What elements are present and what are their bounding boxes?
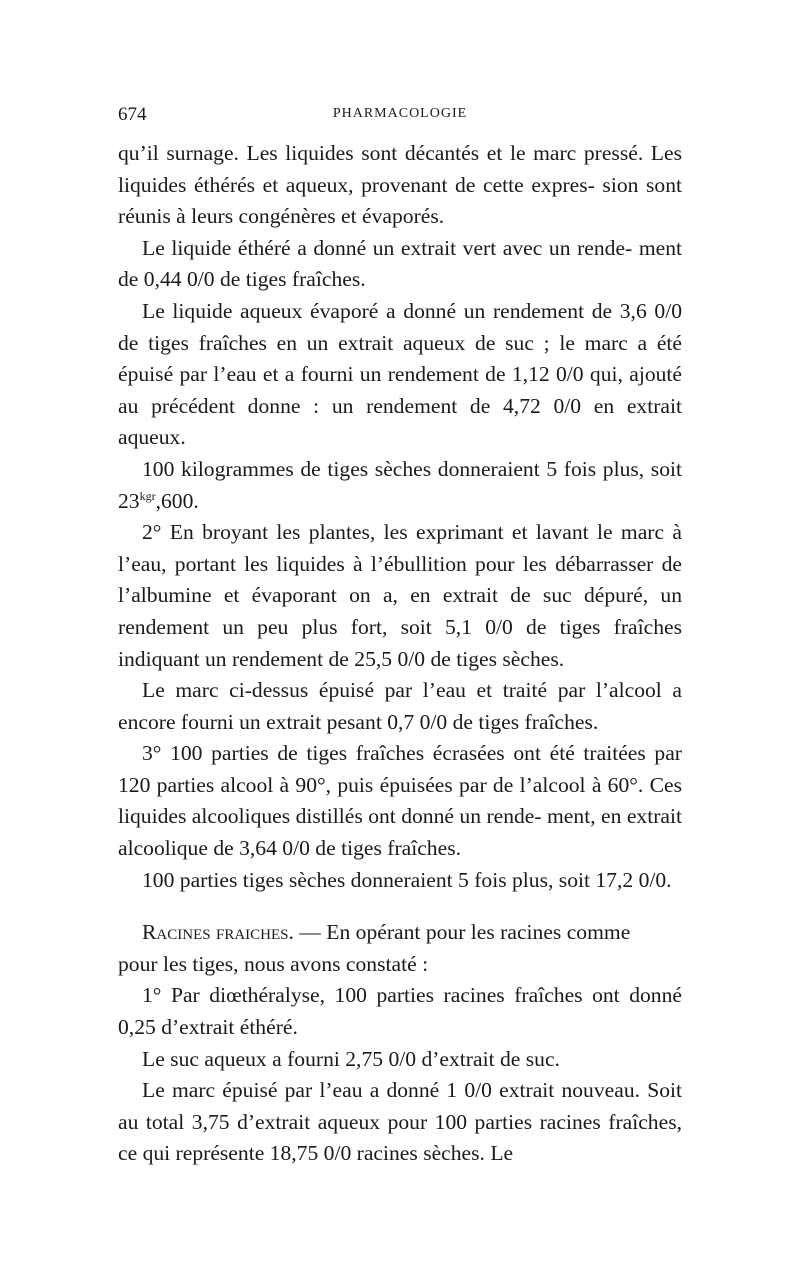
page-header — [118, 104, 682, 132]
page-number: 674 — [118, 104, 147, 125]
section-racines-fraiches — [118, 917, 682, 949]
page-body — [118, 138, 682, 1170]
book-page — [118, 104, 682, 1170]
paragraph-kilogrammes — [118, 454, 682, 517]
kilo-text-before: 100 kilogrammes de tiges sèches donneraient 5 fois plus, soit 23 — [118, 456, 682, 513]
kilo-superscript: kgr — [139, 488, 156, 503]
paragraph: pour les tiges, nous avons constaté : — [118, 951, 429, 976]
running-title: PHARMACOLOGIE — [332, 106, 468, 121]
paragraph: 2° En broyant les plantes, les exprimant et lavant le marc à l’eau, portant les liquides à l’ébullition pour les débarrasser de l’albumine et évaporant on a, en extrait de suc dépuré, un rendement un peu plus fort, soit 5,1 0/0 de tiges fraîches indiquant un rendement de 25,5 0/0 de tiges sèches. — [118, 520, 682, 671]
paragraph: qu’il surnage. Les liquides sont décantés et le marc pressé. Les liquides éthérés et aqueux, provenant de cette expres- sion sont réunis à leurs congénères et évaporés. — [118, 141, 682, 229]
section-heading: Racines fraiches. — [142, 920, 294, 945]
paragraph: Le marc épuisé par l’eau a donné 1 0/0 extrait nouveau. Soit au total 3,75 d’extrait aqueux pour 100 parties racines fraîches, ce qui représente 18,75 0/0 racines sèches. Le — [118, 1078, 682, 1166]
paragraph: Le marc ci-dessus épuisé par l’eau et traité par l’alcool a encore fourni un extrait pesant 0,7 0/0 de tiges fraîches. — [118, 678, 682, 734]
paragraph: Le suc aqueux a fourni 2,75 0/0 d’extrait de suc. — [142, 1046, 560, 1071]
paragraph: 3° 100 parties de tiges fraîches écrasées ont été traitées par 120 parties alcool à 90°, puis épuisées par de l’alcool à 60°. Ces liquides alcooliques distillés ont donné un rende- ment, en extrait alcoolique de 3,64 0/0 de tiges fraîches. — [118, 741, 682, 861]
paragraph: 1° Par diœthéralyse, 100 parties racines fraîches ont donné 0,25 d’extrait éthéré. — [118, 983, 682, 1040]
paragraph: Le liquide éthéré a donné un extrait vert avec un rende- ment de 0,44 0/0 de tiges fraîches. — [118, 235, 682, 292]
paragraph: 100 parties tiges sèches donneraient 5 fois plus, soit 17,2 0/0. — [142, 867, 672, 892]
kilo-text-after: ,600. — [155, 488, 199, 513]
section-lead-text: — En opérant pour les racines comme — [293, 920, 631, 945]
paragraph: Le liquide aqueux évaporé a donné un rendement de 3,6 0/0 de tiges fraîches en un extrait aqueux de suc ; le marc a été épuisé par l’eau et a fourni un rendement de 1,12 0/0 qui, ajouté au précédent donne : un rendement de 4,72 0/0 en extrait aqueux. — [118, 298, 682, 450]
